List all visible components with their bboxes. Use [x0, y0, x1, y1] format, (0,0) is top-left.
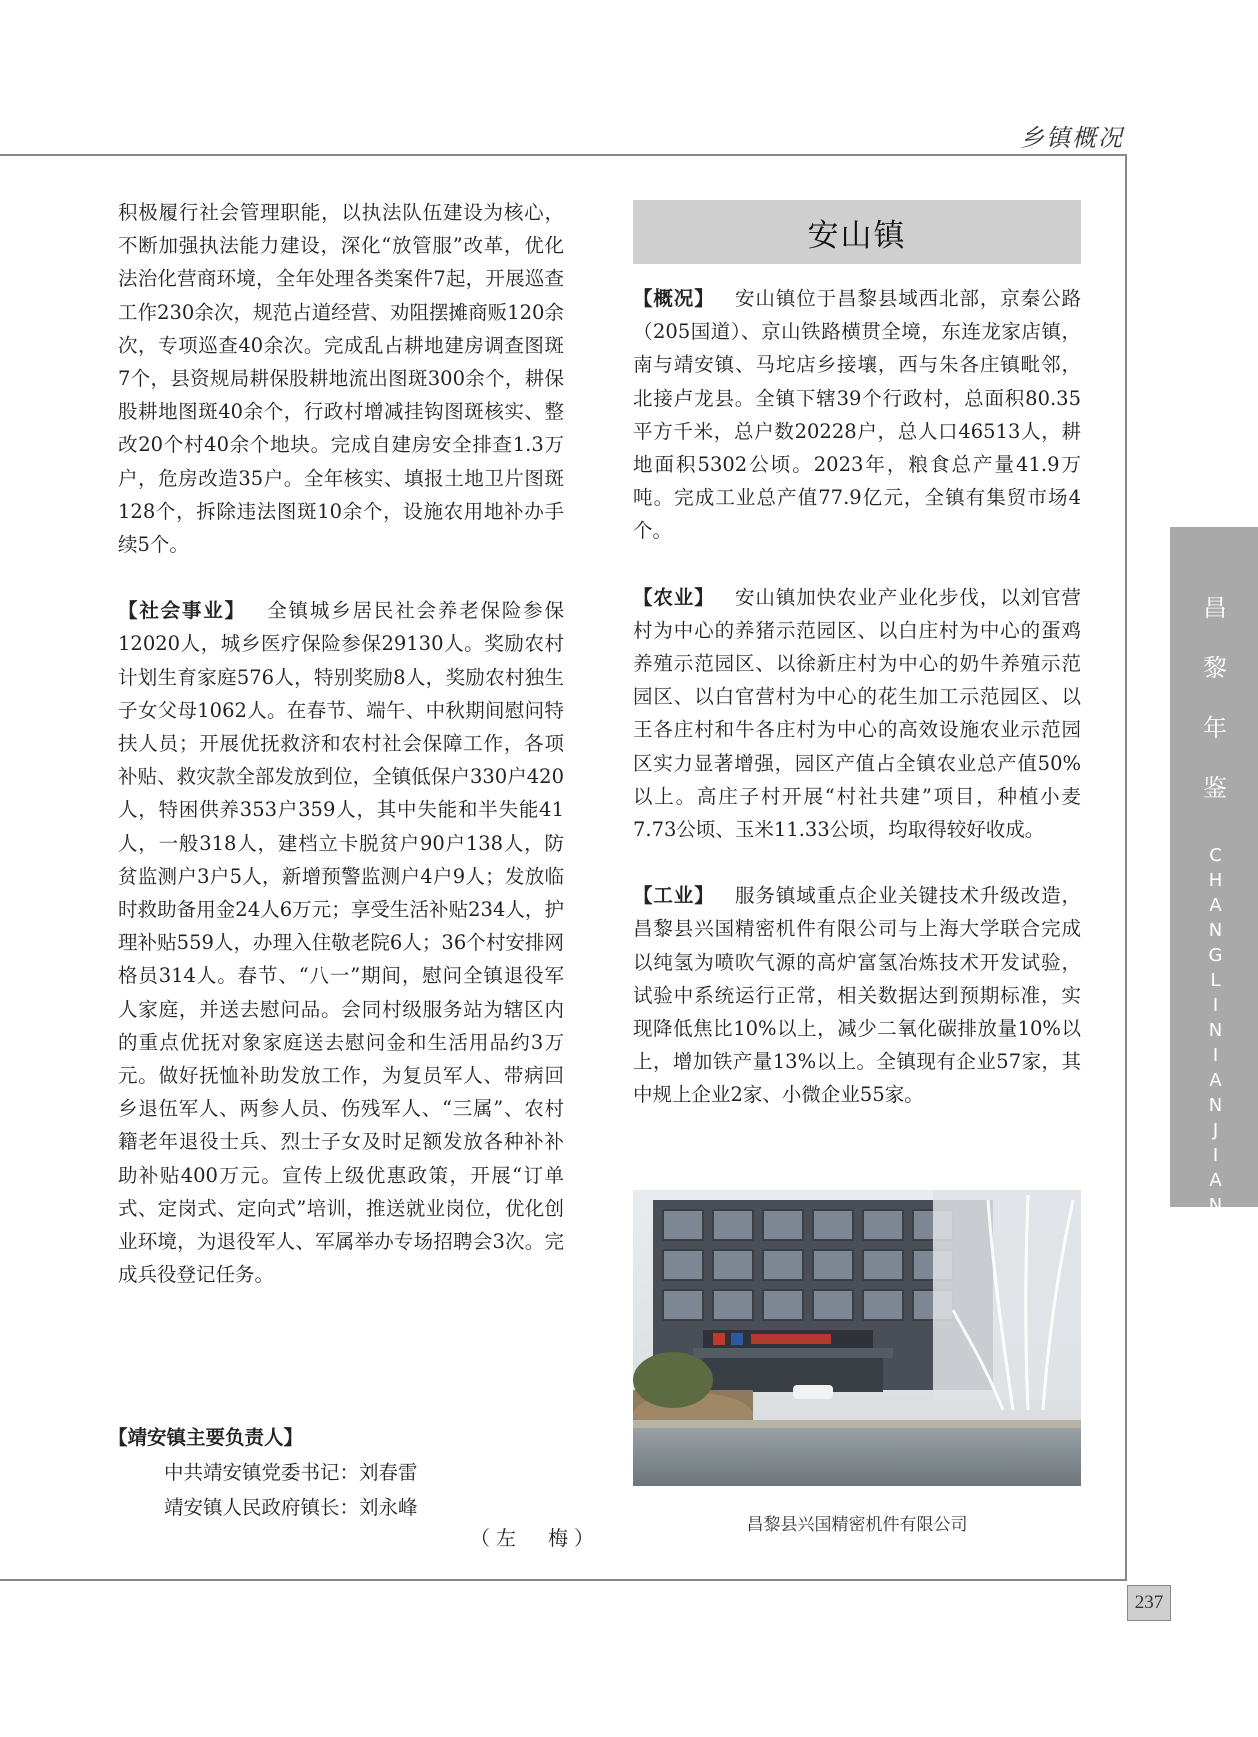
page-number: 237 [1127, 1585, 1171, 1621]
factory-photo [633, 1190, 1081, 1486]
section-title: 乡镇概况 [1020, 124, 1124, 152]
industry-tag: 【工业】 [633, 884, 715, 908]
right-rule [1125, 154, 1127, 1580]
overview-tag: 【概况】 [633, 287, 715, 310]
leaders-heading: 【靖安镇主要负责人】 [108, 1426, 304, 1449]
industry-text: 服务镇域重点企业关键技术升级改造，昌黎县兴国精密机件有限公司与上海大学联合完成以纯氢为喷吹气源的高炉富氢冶炼技术开发试验，试验中系统运行正常，相关数据达到预期标准，实现降低焦比10%以上，减少二氧化碳排放量10%以上，增加铁产量13%以上。全镇现有企业57家，其中规上企业2家、小微企业55家。 [633, 884, 1081, 1107]
photo-caption: 昌黎县兴国精密机件有限公司 [746, 1515, 968, 1535]
agriculture-text: 安山镇加快农业产业化步伐，以刘官营村为中心的养猪示范园区、以白庄村为中心的蛋鸡养殖示范园区、以徐新庄村为中心的奶牛养殖示范园区、以白官营村为中心的花生加工示范园区、以王各庄村和牛各庄村为中心的高效设施农业示范园区实力显著增强，园区产值占全镇农业总产值50%以上。高庄子村开展“村社共建”项目，种植小麦7.73公顷、玉米11.33公顷，均取得较好收成。 [633, 585, 1081, 842]
leader-secretary: 中共靖安镇党委书记：刘春雷 [164, 1461, 418, 1484]
agriculture-paragraph [633, 581, 1081, 847]
social-affairs-text: 全镇城乡居民社会养老保险参保12020人，城乡医疗保险参保29130人。奖励农村计划生育家庭576人，特别奖励8人，奖励农村独生子女父母1062人。在春节、端午、中秋期间慰问特扶人员；开展优抚救济和农村社会保障工作，各项补贴、救灾款全部发放到位，全镇低保户330户420人，特困供养353户359人，其中失能和半失能41人，一般318人，建档立卡脱贫户90户138人，防贫监测户3户5人，新增预警监测户4户9人；发放临时救助备用金24人6万元；享受生活补贴234人，护理补贴559人，办理入住敬老院6人；36个村安排网格员314人。春节、“八一”期间，慰问全镇退役军人家庭，并送去慰问品。会同村级服务站为辖区内的重点优抚对象家庭送去慰问金和生活用品约3万元。做好抚恤补助发放工作，为复员军人、带病回乡退伍军人、两参人员、伤残军人、“三属”、农村籍老年退役士兵、烈士子女及时足额发放各种补补助补贴400万元。宣传上级优惠政策，开展“订单式、定岗式、定向式”培训，推送就业岗位，优化创业环境，为退役军人、军属举办专场招聘会3次。完成兵役登记任务。 [118, 599, 564, 1287]
continued-paragraph: 积极履行社会管理职能，以执法队伍建设为核心，不断加强执法能力建设，深化“放管服”改革，优化法治化营商环境，全年处理各类案件7起，开展巡查工作230余次，规范占道经营、劝阻摆摊商贩120余次，专项巡查40余次。完成乱占耕地建房调查图斑7个，县资规局耕保股耕地流出图斑300余个，耕保股耕地图斑40余个，行政村增减挂钩图斑核实、整改20个村40余个地块。完成自建房安全排查1.3万户，危房改造35户。全年核实、填报土地卫片图斑128个，拆除违法图斑10余个，设施农用地补办手续5个。 [118, 201, 564, 557]
agriculture-tag: 【农业】 [633, 585, 715, 609]
town-header [633, 200, 1081, 264]
factory-photo-illustration [633, 1190, 1081, 1486]
town-title: 安山镇 [807, 217, 907, 254]
social-affairs-paragraph [118, 594, 564, 1291]
side-char-4: 鉴 [1203, 774, 1227, 802]
leader-mayor: 靖安镇人民政府镇长：刘永峰 [164, 1496, 418, 1519]
author: （左 梅） [470, 1526, 600, 1550]
bottom-rule [0, 1579, 1127, 1581]
side-latin-title: CHANGLINIANJIAN [1205, 845, 1226, 1220]
side-char-3: 年 [1203, 714, 1227, 742]
leaders-block [108, 1420, 568, 1525]
left-column [118, 196, 564, 1292]
social-affairs-tag: 【社会事业】 [118, 599, 246, 623]
overview-paragraph [633, 282, 1081, 548]
side-char-1: 昌 [1203, 594, 1227, 622]
right-column [633, 282, 1081, 1112]
top-rule [0, 154, 1126, 156]
industry-paragraph [633, 879, 1081, 1111]
overview-text: 安山镇位于昌黎县域西北部，京秦公路（205国道）、京山铁路横贯全境，东连龙家店镇，南与靖安镇、马坨店乡接壤，西与朱各庄镇毗邻，北接卢龙县。全镇下辖39个行政村，总面积80.35平方千米，总户数20228户，总人口46513人，耕地面积5302公顷。2023年，粮食总产量41.9万吨。完成工业总产值77.9亿元，全镇有集贸市场4个。 [633, 287, 1081, 543]
side-char-2: 黎 [1203, 654, 1227, 682]
